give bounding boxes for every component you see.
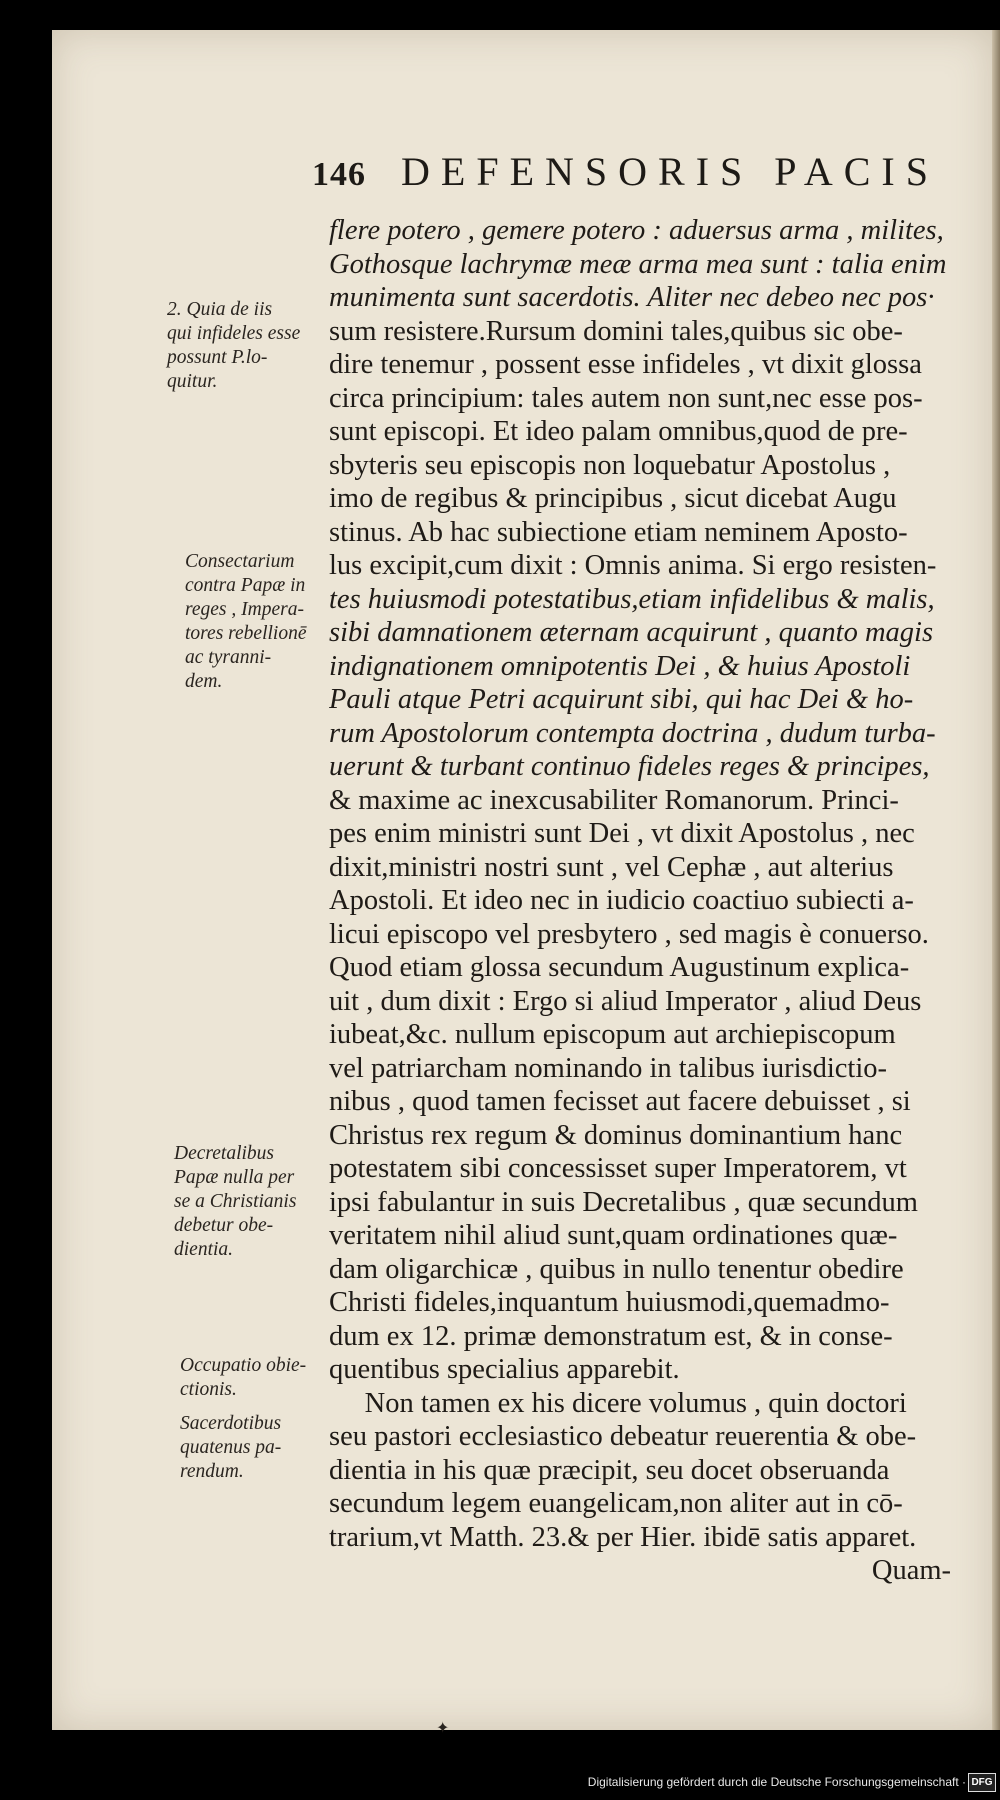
- text-line: dixit,ministri nostri sunt , vel Cephæ , aut alterius: [329, 851, 894, 883]
- marginal-line: ac tyranni-: [185, 647, 272, 668]
- text-line: quentibus specialius apparebit.: [329, 1354, 680, 1385]
- text-line: Pauli atque Petri acquirunt sibi, qui hac Dei & ho-: [329, 684, 914, 715]
- text-line: Christus rex regum & dominus dominantium hanc: [329, 1119, 903, 1151]
- footer-bar: [0, 1768, 1000, 1800]
- text-line: trarium,vt Matth. 23.& per Hier. ibidē satis apparet.: [329, 1521, 917, 1553]
- text-line: munimenta sunt sacerdotis. Aliter nec debeo nec pos·: [329, 282, 935, 313]
- marginal-line: Occupatio obie-: [180, 1355, 307, 1376]
- text-line: indignationem omnipotentis Dei , & huius Apostoli: [329, 650, 911, 682]
- text-line: sibi damnationem æternam acquirunt , quanto magis: [329, 617, 934, 648]
- text-line: Apostoli. Et ideo nec in iudicio coactiuo subiecti a-: [329, 885, 914, 916]
- marginal-line: quatenus pa-: [180, 1437, 282, 1458]
- text-line: potestatem sibi concessisset super Imperatorem, vt: [329, 1153, 907, 1184]
- text-line: dam oligarchicæ , quibus in nullo tenentur obedire: [329, 1253, 904, 1285]
- text-line: secundum legem euangelicam,non aliter aut in cō-: [329, 1488, 903, 1519]
- marginal-line: contra Papæ in: [185, 575, 306, 596]
- marginal-note: [180, 1354, 306, 1402]
- text-line: imo de regibus & principibus , sicut dicebat Augu: [329, 483, 897, 514]
- marginal-line: rendum.: [180, 1461, 244, 1482]
- marginal-note: [185, 550, 307, 694]
- text-line: licui episcopo vel presbytero , sed magis è conuerso.: [329, 918, 929, 950]
- catchword: Quam-: [871, 1555, 951, 1586]
- text-line: ipsi fabulantur in suis Decretalibus , quæ secundum: [329, 1186, 918, 1218]
- text-line: stinus. Ab hac subiectione etiam neminem Aposto-: [329, 516, 908, 548]
- text-line: lus excipit,cum dixit : Omnis anima. Si ergo resisten-: [329, 550, 937, 581]
- marginal-line: se a Christianis: [174, 1191, 297, 1212]
- marginal-line: dientia.: [174, 1239, 234, 1260]
- marginal-line: possunt P.lo-: [167, 347, 268, 368]
- main-text: [329, 214, 959, 1588]
- marginal-line: quitur.: [167, 371, 218, 392]
- text-line: Gothosque lachrymæ meæ arma mea sunt : talia enim: [329, 248, 947, 280]
- text-line: veritatem nihil aliud sunt,quam ordinationes quæ-: [329, 1220, 898, 1251]
- text-line: tes huiusmodi potestatibus,etiam infidelibus & malis,: [329, 583, 935, 615]
- text-line: uerunt & turbant continuo fideles reges & principes,: [329, 751, 930, 782]
- text-line: rum Apostolorum contempta doctrina , dudum turba-: [329, 717, 936, 749]
- text-line: Quod etiam glossa secundum Augustinum explica-: [329, 952, 910, 983]
- text-line: dientia in his quæ præcipit, seu docet obseruanda: [329, 1454, 890, 1486]
- book-page: [52, 30, 992, 1737]
- marginal-line: Decretalibus: [174, 1143, 275, 1164]
- marginal-line: qui infideles esse: [167, 323, 301, 344]
- marginal-line: Sacerdotibus: [180, 1413, 282, 1434]
- marginal-line: debetur obe-: [174, 1215, 274, 1236]
- running-header: [312, 148, 952, 195]
- running-title: DEFENSORIS PACIS: [401, 149, 939, 194]
- marginal-note: [180, 1412, 281, 1484]
- marginal-note: [174, 1142, 296, 1262]
- text-line: sum resistere.Rursum domini tales,quibus sic obe-: [329, 315, 903, 347]
- text-line: uit , dum dixit : Ergo si aliud Imperator , aliud Deus: [329, 985, 922, 1017]
- text-line: sbyteris seu episcopis non loquebatur Apostolus ,: [329, 449, 891, 481]
- ornament: ✦: [436, 1720, 450, 1737]
- page-edge: [992, 30, 1000, 1730]
- text-line: vel patriarcham nominando in talibus iurisdictio-: [329, 1052, 887, 1084]
- text-line: & maxime ac inexcusabiliter Romanorum. Princi-: [329, 784, 899, 816]
- text-line: circa principium: tales autem non sunt,nec esse pos-: [329, 382, 923, 414]
- dfg-logo-icon: DFG: [968, 1773, 996, 1792]
- marginal-line: Papæ nulla per: [174, 1167, 295, 1188]
- marginal-line: tores rebellionē: [185, 623, 307, 644]
- text-line: flere potero , gemere potero : aduersus arma , milites,: [329, 215, 944, 246]
- marginal-line: Consectarium: [185, 551, 295, 572]
- page-number: 146: [312, 156, 366, 193]
- marginal-line: ctionis.: [180, 1379, 237, 1400]
- marginal-line: 2. Quia de iis: [167, 299, 273, 320]
- text-line: iubeat,&c. nullum episcopum aut archiepiscopum: [329, 1019, 896, 1050]
- text-line: pes enim ministri sunt Dei , vt dixit Apostolus , nec: [329, 818, 915, 849]
- text-line: dum ex 12. primæ demonstratum est, & in conse-: [329, 1320, 893, 1352]
- text-line: nibus , quod tamen fecisset aut facere debuisset , si: [329, 1086, 911, 1117]
- text-line: dire tenemur , possent esse infideles , vt dixit glossa: [329, 349, 922, 380]
- marginal-line: reges , Impera-: [185, 599, 304, 620]
- text-line: sunt episcopi. Et ideo palam omnibus,quod de pre-: [329, 416, 908, 447]
- text-line: Christi fideles,inquantum huiusmodi,quemadmo-: [329, 1287, 890, 1318]
- text-line: seu pastori ecclesiastico debeatur reuerentia & obe-: [329, 1421, 917, 1452]
- text-line: Non tamen ex his dicere volumus , quin doctori: [329, 1387, 907, 1419]
- marginal-line: dem.: [185, 671, 223, 692]
- marginal-note: [167, 298, 300, 394]
- funding-credit: Digitalisierung gefördert durch die Deutsche Forschungsgemeinschaft ·: [587, 1775, 966, 1789]
